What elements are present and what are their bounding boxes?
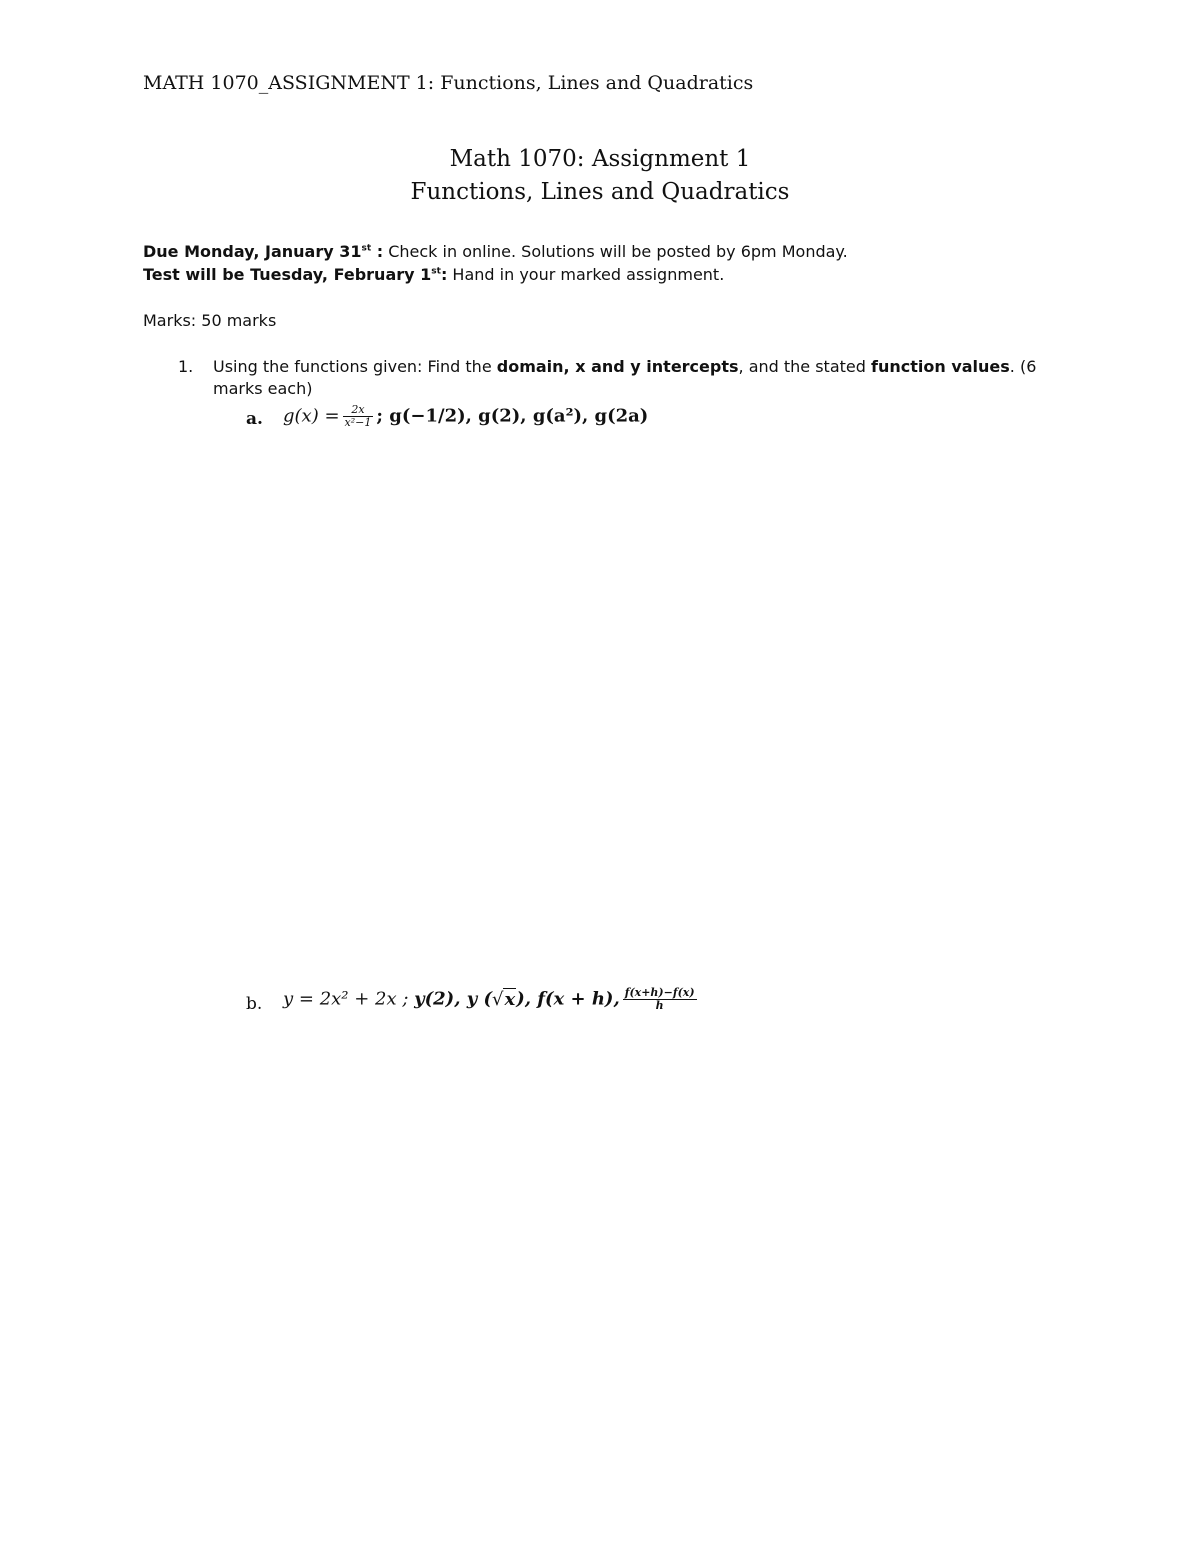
- part-a-expression: [283, 404, 648, 429]
- due-label: Due Monday, January 31: [143, 242, 362, 261]
- question-number: 1.: [178, 357, 194, 376]
- document-subtitle: Functions, Lines and Quadratics: [410, 179, 790, 205]
- document-title: Math 1070: Assignment 1: [449, 146, 751, 172]
- due-separator: :: [371, 242, 384, 261]
- question-text-part: , and the stated: [738, 357, 871, 376]
- part-b-difference-quotient: [623, 987, 697, 1012]
- part-a-frac-denominator: x²−1: [344, 416, 372, 429]
- due-line: [143, 242, 848, 261]
- question-text: [213, 356, 1073, 400]
- part-b-frac-denominator: h: [655, 999, 664, 1012]
- marks-line: Marks: 50 marks: [143, 311, 277, 330]
- part-a-values: ; g(−1/2), g(2), g(a²), g(2a): [376, 405, 649, 427]
- sqrt-argument: x: [504, 988, 516, 1010]
- test-line: [143, 265, 724, 284]
- part-a-lhs: g(x) =: [283, 405, 340, 427]
- test-ordinal: st: [431, 266, 441, 277]
- question-text-part: . (6 marks each): [213, 357, 1037, 398]
- question-bold-domain: domain, x and y intercepts: [496, 357, 739, 376]
- part-b-equation: y = 2x² + 2x ;: [283, 988, 409, 1010]
- question-bold-function-values: function values: [871, 357, 1010, 376]
- part-a-label: a.: [246, 409, 263, 429]
- part-b-values-2: ), f(x + h),: [516, 988, 620, 1010]
- sqrt-icon: √x: [491, 988, 516, 1010]
- part-b-frac-numerator: f(x+h)−f(x): [624, 986, 695, 999]
- due-text: Check in online. Solutions will be posted by 6pm Monday.: [383, 242, 848, 261]
- question-text-part: Using the functions given: Find the: [213, 357, 497, 376]
- part-a-fraction: [343, 404, 374, 429]
- part-a-frac-numerator: 2x: [343, 404, 374, 417]
- due-ordinal: st: [361, 243, 372, 254]
- part-b-label: b.: [246, 994, 263, 1014]
- test-label: Test will be Tuesday, February 1: [143, 265, 432, 284]
- test-text: Hand in your marked assignment.: [447, 265, 725, 284]
- part-b-values-1: y(2), y (: [414, 988, 492, 1010]
- running-header: MATH 1070_ASSIGNMENT 1: Functions, Lines and Quadratics: [143, 72, 754, 94]
- test-separator: :: [440, 265, 448, 284]
- part-b-expression: [283, 987, 700, 1012]
